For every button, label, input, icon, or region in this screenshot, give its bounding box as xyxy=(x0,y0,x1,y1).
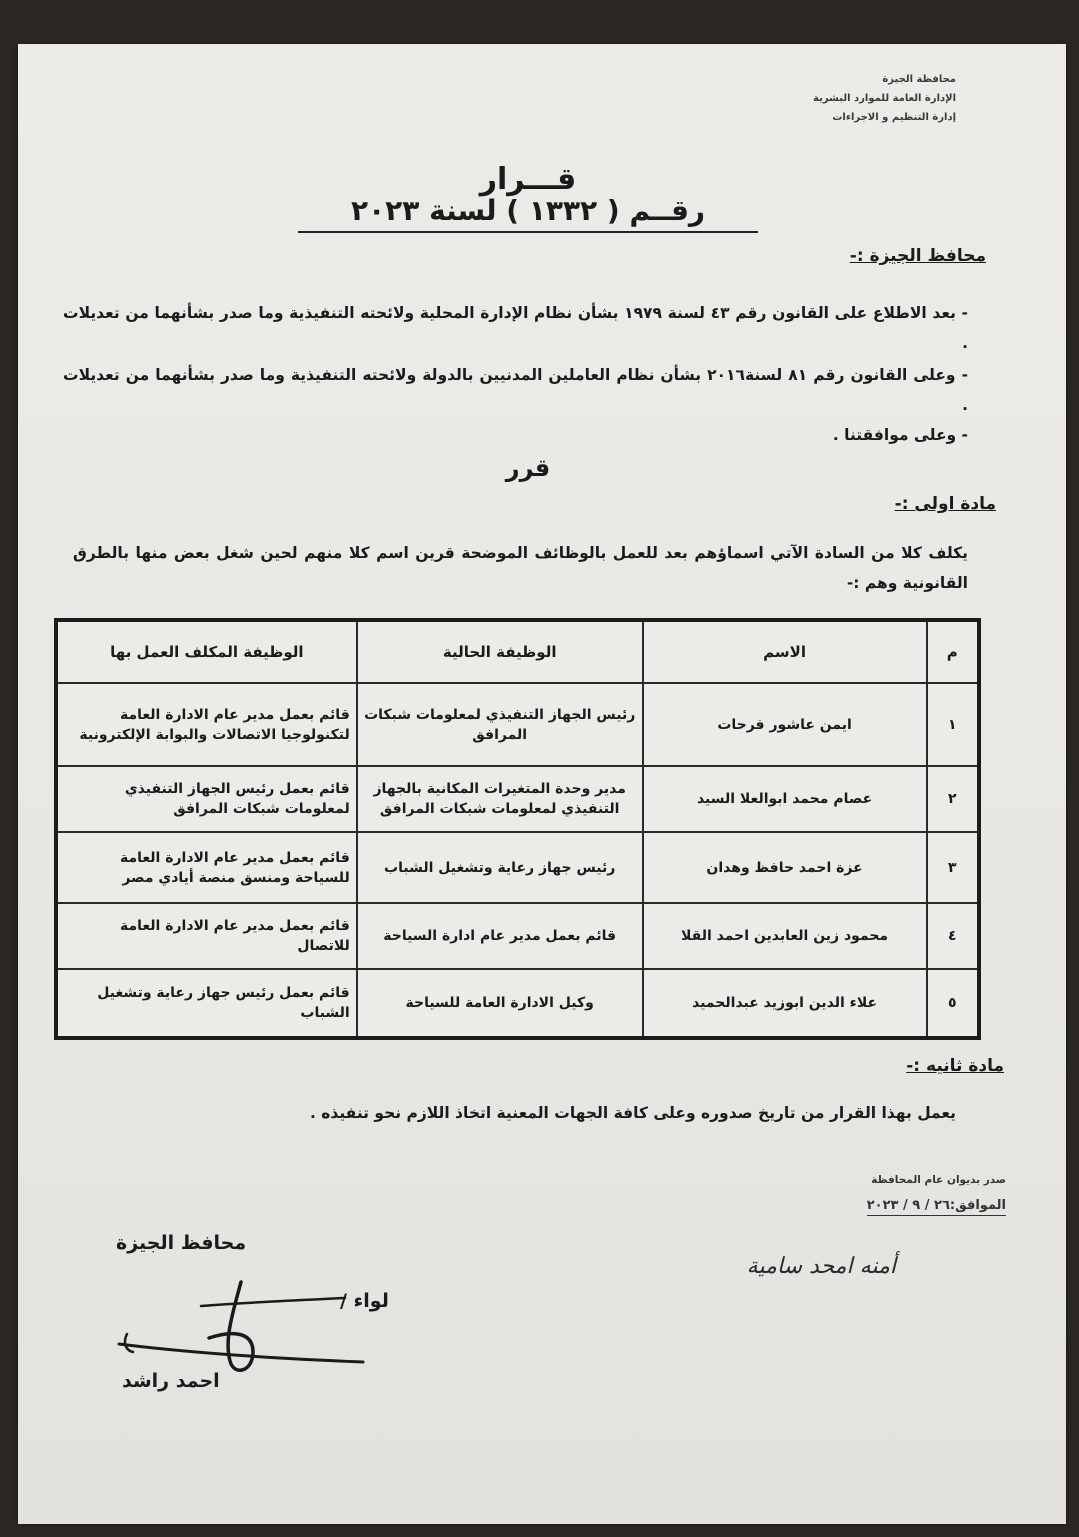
row-assigned-job: قائم بعمل مدير عام الادارة العامة للسياحة ومنسق منصة أيادي مصر xyxy=(56,832,357,903)
row-current-job: رئيس جهاز رعاية وتشغيل الشباب xyxy=(357,832,643,903)
preamble-item: - وعلى موافقتنا . xyxy=(832,426,968,444)
row-assigned-job: قائم بعمل رئيس جهاز رعاية وتشغيل الشباب xyxy=(56,969,357,1038)
row-num: ٥ xyxy=(927,969,979,1038)
row-current-job: قائم بعمل مدير عام ادارة السياحة xyxy=(357,903,643,969)
issue-date: الموافق:٢٦ / ٩ / ٢٠٢٣ xyxy=(867,1198,1006,1216)
governor-rank: لواء / xyxy=(340,1290,389,1312)
header-num: م xyxy=(927,620,979,683)
addressee: محافظ الجيزة :- xyxy=(849,246,986,266)
row-name: محمود زين العابدين احمد القلا xyxy=(643,903,927,969)
table-row xyxy=(56,969,979,1038)
header-line-1: محافظة الجيزة xyxy=(882,74,956,85)
row-num: ٢ xyxy=(927,766,979,832)
handwritten-signature xyxy=(113,1272,373,1382)
governor-name: احمد راشد xyxy=(122,1370,220,1392)
assignments-table xyxy=(54,618,981,1040)
header-assigned-job: الوظيفة المكلف العمل بها xyxy=(56,620,357,683)
row-name: عزة احمد حافظ وهدان xyxy=(643,832,927,903)
document-page xyxy=(18,44,1066,1524)
decides-heading: قرر xyxy=(505,454,551,482)
issuing-authority-header xyxy=(756,74,956,123)
handwritten-note: أمنه امحد سامية xyxy=(746,1254,896,1279)
row-current-job: رئيس الجهاز التنفيذي لمعلومات شبكات المرافق xyxy=(357,683,643,766)
row-num: ٤ xyxy=(927,903,979,969)
row-current-job: وكيل الادارة العامة للسياحة xyxy=(357,969,643,1038)
preamble-item: - وعلى القانون رقم ٨١ لسنة٢٠١٦ بشأن نظام العاملين المدنيين بالدولة ولائحته التنفيذية وما صدر بشأنهما من تعديلات . xyxy=(63,366,969,414)
governor-title: محافظ الجيزة xyxy=(116,1232,247,1254)
decree-title: قـــرار xyxy=(479,162,577,197)
row-num: ١ xyxy=(927,683,979,766)
table-row xyxy=(56,683,979,766)
header-name: الاسم xyxy=(643,620,927,683)
row-name: علاء الدين ابوزيد عبدالحميد xyxy=(643,969,927,1038)
header-line-2: الإدارة العامة للموارد البشرية xyxy=(813,93,956,104)
table-row xyxy=(56,766,979,832)
row-num: ٣ xyxy=(927,832,979,903)
article-1-text: يكلف كلا من السادة الآتي اسماؤهم بعد للعمل بالوظائف الموضحة قرين اسم كلا منهم لحين شغل بعض منها بالطرق القانونية وهم :- xyxy=(73,544,968,592)
row-assigned-job: قائم بعمل مدير عام الادارة العامة لتكنولوجيا الاتصالات والبوابة الإلكترونية xyxy=(56,683,357,766)
issued-at-line: صدر بديوان عام المحافظة xyxy=(871,1174,1006,1186)
table-row xyxy=(56,832,979,903)
table-header-row xyxy=(56,620,979,683)
table-row xyxy=(56,903,979,969)
row-assigned-job: قائم بعمل مدير عام الادارة العامة للاتصال xyxy=(56,903,357,969)
decree-number: رقــم ( ١٣٣٢ ) لسنة ٢٠٢٣ xyxy=(298,194,758,233)
row-name: ايمن عاشور فرحات xyxy=(643,683,927,766)
article-2-text: يعمل بهذا القرار من تاريخ صدوره وعلى كافة الجهات المعنية اتخاذ اللازم نحو تنفيذه . xyxy=(309,1104,956,1122)
article-2-title: مادة ثانيه :- xyxy=(906,1056,1004,1076)
issue-info xyxy=(786,1174,1006,1216)
preamble xyxy=(63,298,968,450)
article-1-title: مادة اولى :- xyxy=(894,494,996,514)
row-current-job: مدير وحدة المتغيرات المكانية بالجهاز التنفيذي لمعلومات شبكات المرافق xyxy=(357,766,643,832)
preamble-item: - بعد الاطلاع على القانون رقم ٤٣ لسنة ١٩٧٩ بشأن نظام الإدارة المحلية ولائحته التنفيذية وما صدر بشأنهما من تعديلات . xyxy=(63,304,968,352)
header-line-3: إدارة التنظيم و الاجراءات xyxy=(832,112,956,123)
row-name: عصام محمد ابوالعلا السيد xyxy=(643,766,927,832)
row-assigned-job: قائم بعمل رئيس الجهاز التنفيذي لمعلومات شبكات المرافق xyxy=(56,766,357,832)
header-current-job: الوظيفة الحالية xyxy=(357,620,643,683)
